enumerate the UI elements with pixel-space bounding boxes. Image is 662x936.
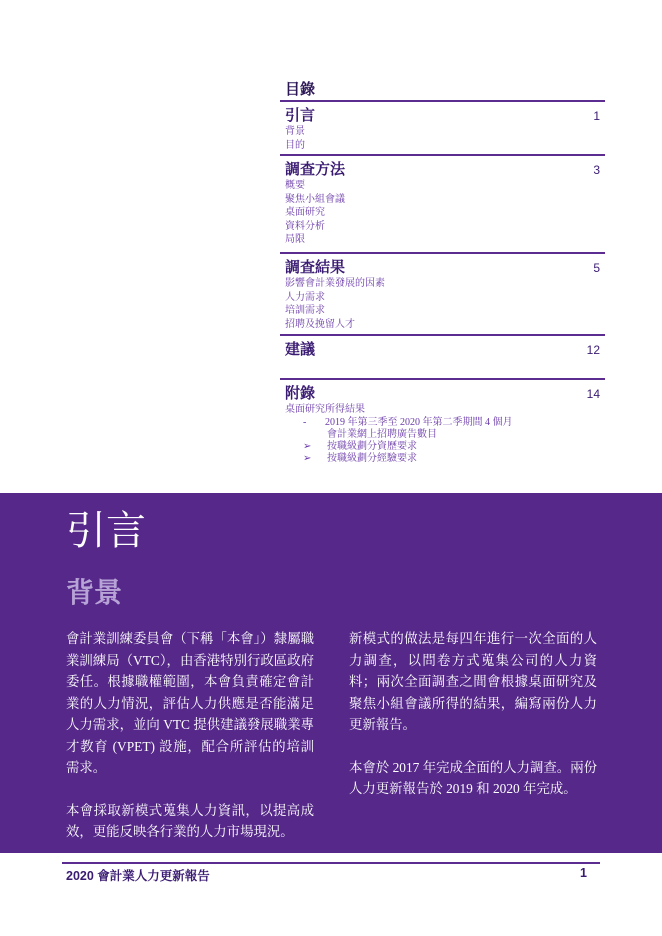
section-subtitle: 背景 (66, 576, 123, 609)
toc-subitem[interactable]: 影響會計業發展的因素 (285, 278, 385, 289)
paragraph: 本會採取新模式蒐集人力資訊，以提高成效，更能反映各行業的人力市場現況。 (66, 802, 314, 839)
toc-bullet-item[interactable] (285, 441, 600, 453)
toc-section-recommendations[interactable] (280, 334, 605, 378)
toc-title: 目錄 (285, 82, 316, 98)
dash-marker: - (303, 416, 307, 428)
toc-bullet-item[interactable] (285, 453, 600, 465)
toc-heading: 調查方法 (285, 162, 346, 178)
toc-bullet-text: 會計業網上招聘廣告數目 (327, 428, 437, 440)
right-column (349, 628, 597, 821)
toc-subitem[interactable]: 聚焦小組會議 (285, 193, 345, 205)
toc-heading: 建議 (285, 342, 316, 358)
toc-subitem[interactable]: 人力需求 (285, 291, 325, 303)
left-column (66, 628, 314, 864)
toc-subitem[interactable]: 背景 (285, 126, 305, 137)
toc-page-number: 3 (593, 163, 600, 177)
toc-section-methodology[interactable] (280, 154, 605, 252)
footer-divider (62, 862, 600, 864)
toc-heading: 調查結果 (285, 260, 346, 276)
toc-page-number: 14 (586, 387, 600, 401)
toc-subitem[interactable]: 資料分析 (285, 220, 325, 232)
paragraph: 會計業訓練委員會（下稱「本會」）隸屬職業訓練局（VTC），由香港特別行政區政府委任。根據職權範圍，本會負責確定會計業的人力情況，評估人力供應是否能滿足人力需求，並向 VTC 提供建議發展職業專才教育 (VPET) 設施，配合所評估的培訓需求。 (66, 631, 314, 775)
intro-section (0, 493, 662, 853)
toc-section-intro[interactable] (280, 100, 605, 154)
footer-title: 2020 會計業人力更新報告 (66, 869, 210, 883)
toc-bullet-text: 按職級劃分資歷要求 (327, 440, 417, 452)
toc-page-number: 1 (593, 109, 600, 123)
toc-subitem[interactable]: 培訓需求 (285, 305, 325, 316)
toc-subitem[interactable]: 局限 (285, 234, 305, 245)
toc-heading: 附錄 (285, 386, 316, 402)
arrow-bullet-icon: ➢ (303, 440, 312, 452)
toc-bullet-text: 按職級劃分經驗要求 (327, 452, 417, 464)
toc-bullet-item[interactable] (285, 429, 600, 441)
footer-page-number: 1 (580, 866, 587, 880)
toc-section-appendix[interactable] (280, 378, 605, 472)
toc-subitem[interactable]: 概要 (285, 180, 305, 191)
toc-subitem[interactable]: 目的 (285, 139, 305, 151)
arrow-bullet-icon: ➢ (303, 452, 312, 464)
toc-page-number: 5 (593, 261, 600, 275)
paragraph: 本會於 2017 年完成全面的人力調查。兩份人力更新報告於 2019 和 2020 年完成。 (349, 759, 597, 796)
toc-heading: 引言 (285, 108, 316, 124)
toc-bullet-text: 2019 年第三季至 2020 年第二季期間 4 個月 (325, 416, 513, 428)
toc-subitem[interactable]: 招聘及挽留人才 (285, 318, 355, 330)
paragraph: 新模式的做法是每四年進行一次全面的人力調查，以問卷方式蒐集公司的人力資料；兩次全面調查之間會根據桌面研究及聚焦小組會議所得的結果，編寫兩份人力更新報告。 (349, 631, 597, 732)
toc-subitem[interactable]: 桌面研究 (285, 207, 325, 218)
section-title: 引言 (66, 508, 146, 554)
table-of-contents (280, 80, 605, 472)
toc-bullet-item[interactable] (285, 417, 600, 429)
toc-page-number: 12 (586, 343, 600, 357)
toc-subitem[interactable]: 桌面研究所得結果 (285, 404, 365, 415)
toc-section-findings[interactable] (280, 252, 605, 334)
